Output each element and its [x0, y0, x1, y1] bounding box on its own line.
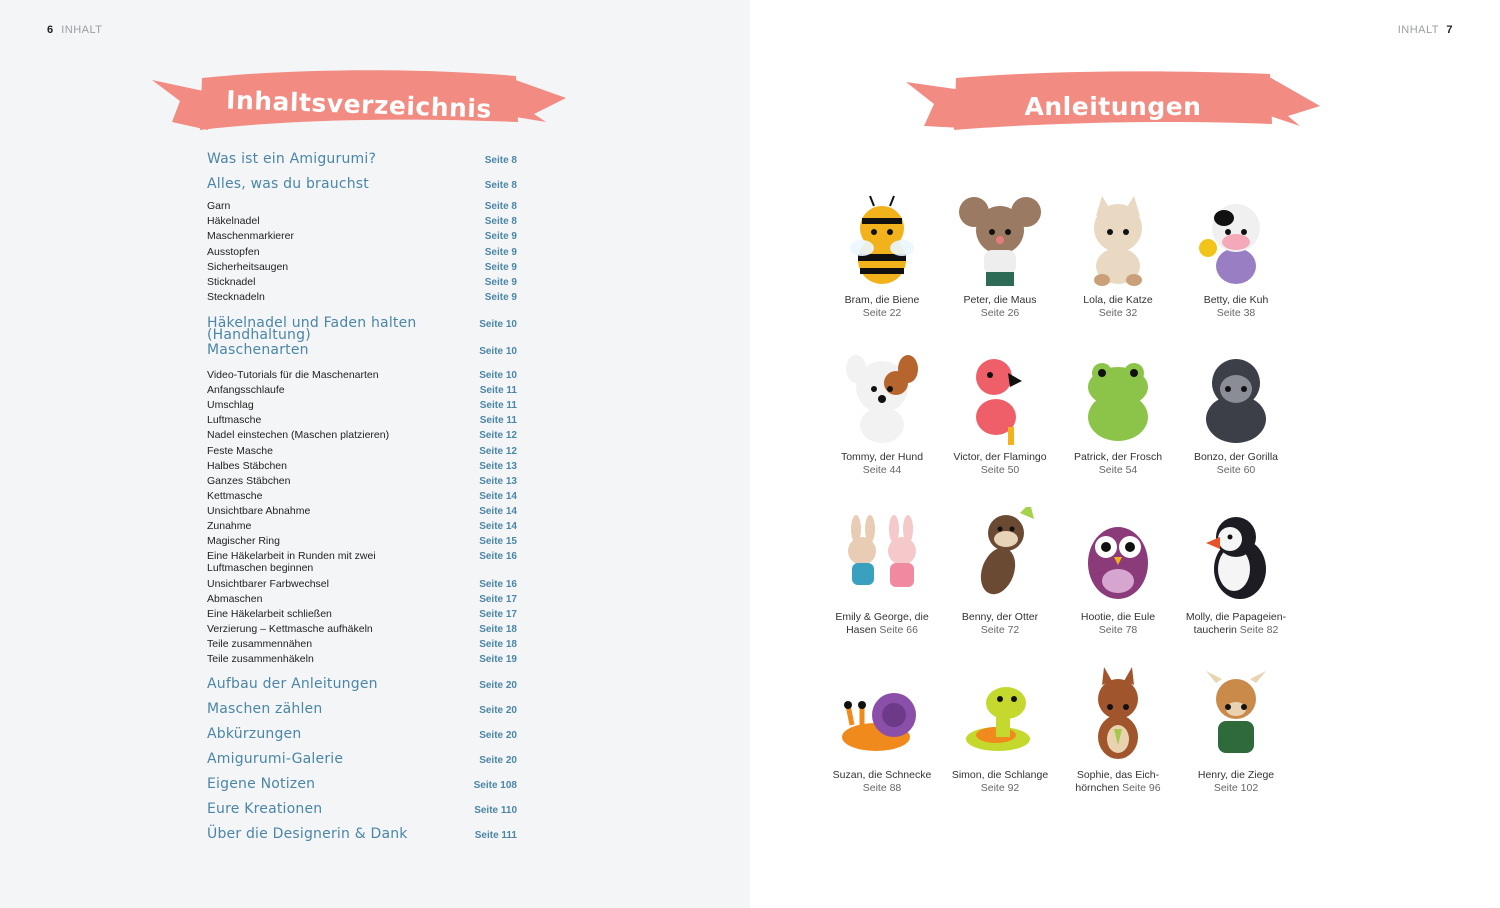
toc-section [207, 317, 517, 341]
pattern-line-two [1057, 782, 1179, 795]
pattern-line-two [1175, 307, 1297, 320]
pattern-line-two [1057, 624, 1179, 637]
pattern-name: Peter, die Maus [963, 294, 1037, 306]
toc-label: Ausstopfen [207, 246, 260, 258]
toc-label: Verzierung – Kettmasche aufhäkeln [207, 623, 373, 635]
toc-page-number: Seite 11 [479, 385, 517, 396]
toc-label: Feste Masche [207, 445, 273, 457]
toc-item [207, 535, 517, 547]
toc-page-number: Seite 20 [479, 730, 517, 741]
cow-icon [1186, 190, 1286, 290]
pattern-line-two [1175, 624, 1297, 637]
toc-label: Abmaschen [207, 593, 263, 605]
otter-icon [950, 507, 1050, 607]
toc-page-number: Seite 14 [479, 506, 517, 517]
pattern-name: Benny, der Otter [961, 611, 1039, 623]
toc-label: Ganzes Stäbchen [207, 475, 291, 487]
pattern-line-two [939, 624, 1061, 637]
pattern-page-number: Seite 54 [1098, 464, 1138, 476]
pattern-name: Patrick, der Frosch [1073, 451, 1163, 463]
toc-item [207, 593, 517, 605]
pattern-caption [1057, 769, 1179, 795]
toc-page-number: Seite 12 [479, 446, 517, 457]
pattern-page-number: Seite 44 [862, 464, 902, 476]
toc-label: Amigurumi-Galerie [207, 751, 344, 767]
toc-item [207, 608, 517, 620]
page-number-right: 7 [1446, 24, 1453, 36]
toc-label: Anfangsschlaufe [207, 384, 285, 396]
pattern-caption [939, 769, 1061, 795]
toc-item [207, 276, 517, 288]
pattern-page-number: Seite 60 [1216, 464, 1256, 476]
pattern-page-number: Seite 32 [1098, 307, 1138, 319]
right-page [750, 0, 1500, 908]
pattern-name: Molly, die Papageien- [1185, 611, 1287, 623]
toc-page-number: Seite 9 [484, 292, 517, 303]
toc-page-number: Seite 13 [479, 461, 517, 472]
toc-label: Abkürzungen [207, 726, 302, 742]
pattern-card [939, 347, 1061, 477]
toc-page-number: Seite 10 [479, 370, 517, 381]
toc-page-number: Seite 10 [479, 319, 517, 330]
toc-item [207, 246, 517, 258]
toc-label: Garn [207, 200, 231, 212]
toc-page-number: Seite 10 [479, 346, 517, 357]
toc-label: Video-Tutorials für die Maschenarten [207, 369, 379, 381]
toc-page-number: Seite 16 [479, 579, 517, 590]
pattern-card [821, 347, 943, 477]
pattern-line-two [821, 464, 943, 477]
toc-label: Teile zusammenhäkeln [207, 653, 314, 665]
toc-label: Teile zusammennähen [207, 638, 313, 650]
pattern-line-two [821, 307, 943, 320]
toc-page-number: Seite 8 [484, 216, 517, 227]
toc-label: Luftmasche [207, 414, 262, 426]
toc-label: Eine Häkelarbeit in Runden mit zwei Luftmaschen beginnen [207, 550, 376, 574]
toc-label: Unsichtbarer Farbwechsel [207, 578, 329, 590]
pattern-card [939, 190, 1061, 320]
toc-page-number: Seite 13 [479, 476, 517, 487]
pattern-line-two [939, 307, 1061, 320]
toc-section [207, 778, 517, 791]
pattern-name: Henry, die Ziege [1197, 769, 1275, 781]
toc-page-number: Seite 18 [479, 624, 517, 635]
pattern-page-number: Seite 38 [1216, 307, 1256, 319]
toc-section [207, 803, 517, 816]
pattern-page-number: Seite 22 [862, 307, 902, 319]
toc-page-number: Seite 16 [479, 551, 517, 562]
toc-page-number: Seite 20 [479, 680, 517, 691]
toc-section [207, 828, 517, 841]
pattern-line-two [821, 624, 943, 637]
toc-label: Halbes Stäbchen [207, 460, 287, 472]
pattern-caption [1057, 294, 1179, 320]
pattern-name: Sophie, das Eich- [1076, 769, 1160, 781]
pattern-line-two [939, 782, 1061, 795]
toc-page-number: Seite 9 [484, 277, 517, 288]
pattern-card [1057, 507, 1179, 637]
squirrel-icon [1068, 665, 1168, 765]
snake-icon [950, 665, 1050, 765]
pattern-name: Emily & George, die [835, 611, 929, 623]
toc-label: Magischer Ring [207, 535, 280, 547]
toc-item [207, 384, 517, 396]
pattern-card [939, 507, 1061, 637]
toc-label: Sticknadel [207, 276, 256, 288]
toc-label: Maschenarten [207, 342, 309, 358]
toc-page-number: Seite 20 [479, 755, 517, 766]
toc-section [207, 703, 517, 716]
puffin-icon [1186, 507, 1286, 607]
toc-item [207, 638, 517, 650]
toc-item [207, 414, 517, 426]
pattern-page-number: Seite 78 [1098, 624, 1138, 636]
frog-icon [1068, 347, 1168, 447]
toc-item [207, 445, 517, 457]
pattern-name-continued: Hasen [846, 624, 880, 636]
patterns-banner [904, 70, 1322, 140]
toc-item [207, 429, 517, 441]
pattern-page-number: Seite 50 [980, 464, 1020, 476]
toc-label: Häkelnadel [207, 215, 260, 227]
toc-page-number: Seite 17 [479, 594, 517, 605]
toc-page-number: Seite 110 [474, 805, 517, 816]
toc-section [207, 178, 517, 191]
pattern-name: Suzan, die Schnecke [832, 769, 932, 781]
pattern-card [1057, 347, 1179, 477]
toc-item [207, 623, 517, 635]
toc-item [207, 475, 517, 487]
patterns-banner-title: Anleitungen [1024, 92, 1202, 121]
pattern-line-two [1057, 307, 1179, 320]
pattern-line-two [1057, 464, 1179, 477]
toc-item [207, 215, 517, 227]
toc-label: Sicherheitsaugen [207, 261, 289, 273]
toc-label: Maschen zählen [207, 701, 323, 717]
pattern-card [1175, 190, 1297, 320]
snail-icon [832, 665, 932, 765]
toc-page-number: Seite 11 [479, 415, 517, 426]
pattern-caption [1057, 611, 1179, 637]
goat-icon [1186, 665, 1286, 765]
pattern-caption [1175, 294, 1297, 320]
toc-label: Nadel einstechen (Maschen platzieren) [207, 429, 390, 441]
mouse-icon [950, 190, 1050, 290]
running-head-right [1398, 24, 1453, 36]
toc-label: Eure Kreationen [207, 801, 323, 817]
pattern-page-number: Seite 66 [879, 624, 918, 636]
toc-item [207, 291, 517, 303]
toc-page-number: Seite 108 [473, 780, 517, 791]
toc-section [207, 753, 517, 766]
pattern-caption [1057, 451, 1179, 477]
pattern-name: Bram, die Biene [844, 294, 920, 306]
running-head-left [47, 24, 103, 36]
pattern-caption [939, 294, 1061, 320]
pattern-caption [939, 451, 1061, 477]
toc-item [207, 369, 517, 381]
pattern-line-two [1175, 782, 1297, 795]
pattern-page-number: Seite 26 [980, 307, 1020, 319]
toc-page-number: Seite 14 [479, 491, 517, 502]
toc-page-number: Seite 8 [484, 155, 517, 166]
toc-label: Eigene Notizen [207, 776, 316, 792]
toc-item [207, 460, 517, 472]
pattern-page-number: Seite 92 [980, 782, 1020, 794]
pattern-card [1057, 665, 1179, 795]
toc-label: Häkelnadel und Faden halten (Handhaltung) [207, 315, 417, 343]
toc-page-number: Seite 12 [479, 430, 517, 441]
pattern-page-number: Seite 82 [1239, 624, 1279, 636]
toc-item [207, 505, 517, 517]
toc-section [207, 344, 517, 357]
toc-section [207, 678, 517, 691]
owl-icon [1068, 507, 1168, 607]
toc-page-number: Seite 8 [484, 180, 517, 191]
running-head-left-label: INHALT [61, 24, 103, 36]
pattern-name: Victor, der Flamingo [953, 451, 1047, 463]
pattern-name: Lola, die Katze [1083, 294, 1153, 306]
pattern-caption [939, 611, 1061, 637]
toc-label: Kettmasche [207, 490, 263, 502]
toc-banner [150, 70, 568, 140]
toc-page-number: Seite 9 [484, 262, 517, 273]
pattern-card [1175, 665, 1297, 795]
gorilla-icon [1186, 347, 1286, 447]
toc-label: Was ist ein Amigurumi? [207, 151, 377, 167]
page-number-left: 6 [47, 24, 54, 36]
toc-label: Maschenmarkierer [207, 230, 294, 242]
toc-item [207, 490, 517, 502]
toc-page-number: Seite 9 [484, 231, 517, 242]
toc-item [207, 230, 517, 242]
dog-icon [832, 347, 932, 447]
toc-item [207, 578, 517, 590]
pattern-caption [821, 294, 943, 320]
toc-page-number: Seite 17 [479, 609, 517, 620]
toc-label: Aufbau der Anleitungen [207, 676, 378, 692]
pattern-card [821, 507, 943, 637]
toc-item [207, 261, 517, 273]
toc-page-number: Seite 14 [479, 521, 517, 532]
toc-label: Zunahme [207, 520, 252, 532]
pattern-name: Tommy, der Hund [840, 451, 924, 463]
pattern-name-continued: taucherin [1193, 624, 1240, 636]
pattern-caption [1175, 611, 1297, 637]
toc-page-number: Seite 19 [479, 654, 517, 665]
toc-label: Stecknadeln [207, 291, 265, 303]
pattern-page-number: Seite 102 [1213, 782, 1259, 794]
toc-item [207, 200, 517, 212]
toc-page-number: Seite 9 [484, 247, 517, 258]
pattern-card [1175, 507, 1297, 637]
toc-label: Eine Häkelarbeit schließen [207, 608, 332, 620]
pattern-card [939, 665, 1061, 795]
pattern-card [1175, 347, 1297, 477]
toc-label: Über die Designerin & Dank [207, 826, 408, 842]
flamingo-icon [950, 347, 1050, 447]
pattern-card [821, 665, 943, 795]
pattern-name-continued: hörnchen [1075, 782, 1123, 794]
toc-section [207, 728, 517, 741]
pattern-caption [1175, 451, 1297, 477]
pattern-page-number: Seite 88 [862, 782, 902, 794]
pattern-caption [821, 769, 943, 795]
bunny-icon [832, 507, 932, 607]
pattern-page-number: Seite 72 [980, 624, 1020, 636]
toc-label: Unsichtbare Abnahme [207, 505, 311, 517]
toc-banner-title: Inhaltsverzeichnis [225, 85, 493, 124]
pattern-line-two [1175, 464, 1297, 477]
pattern-name: Betty, die Kuh [1203, 294, 1269, 306]
pattern-name: Simon, die Schlange [951, 769, 1049, 781]
toc-page-number: Seite 111 [474, 830, 517, 841]
toc-page-number: Seite 20 [479, 705, 517, 716]
cat-icon [1068, 190, 1168, 290]
toc-label: Alles, was du brauchst [207, 176, 369, 192]
pattern-name: Bonzo, der Gorilla [1193, 451, 1279, 463]
pattern-name: Hootie, die Eule [1080, 611, 1156, 623]
toc-page-number: Seite 8 [484, 201, 517, 212]
toc-page-number: Seite 11 [479, 400, 517, 411]
pattern-line-two [939, 464, 1061, 477]
pattern-caption [821, 611, 943, 637]
pattern-caption [1175, 769, 1297, 795]
toc-item [207, 550, 517, 574]
pattern-page-number: Seite 96 [1122, 782, 1161, 794]
running-head-right-label: INHALT [1397, 24, 1439, 36]
pattern-card [1057, 190, 1179, 320]
toc-label: Umschlag [207, 399, 254, 411]
toc-section [207, 153, 517, 166]
pattern-caption [821, 451, 943, 477]
bee-icon [832, 190, 932, 290]
toc-page-number: Seite 18 [479, 639, 517, 650]
pattern-line-two [821, 782, 943, 795]
toc-item [207, 653, 517, 665]
toc-item [207, 399, 517, 411]
toc-page-number: Seite 15 [479, 536, 517, 547]
pattern-card [821, 190, 943, 320]
toc-item [207, 520, 517, 532]
